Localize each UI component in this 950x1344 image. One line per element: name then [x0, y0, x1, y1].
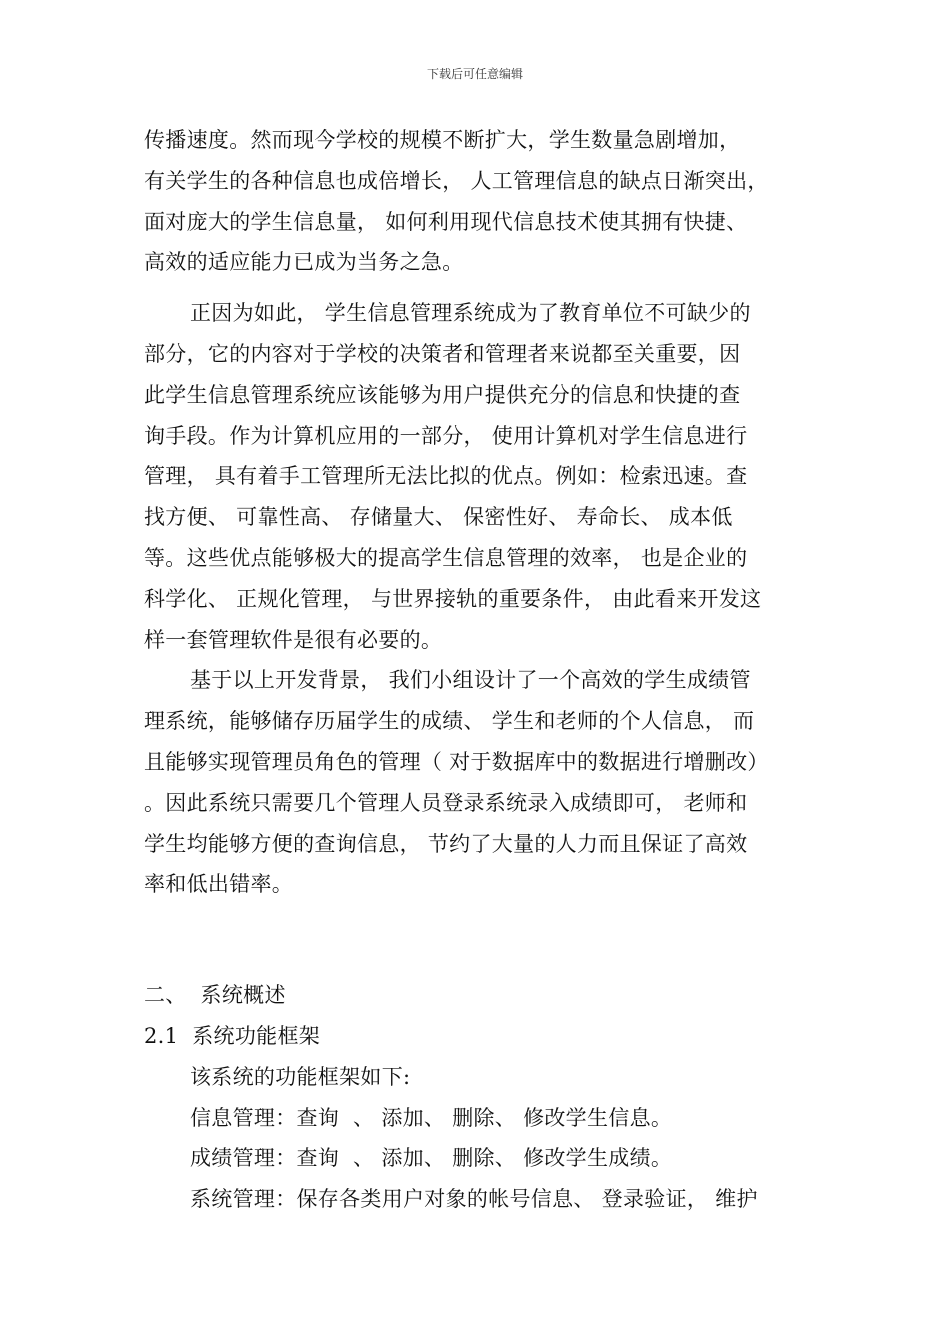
paragraph-line: 面对庞大的学生信息量， 如何利用现代信息技术使其拥有快捷、 [144, 209, 748, 234]
section-subheading: 2.1 系统功能框架 [144, 1023, 321, 1048]
paragraph-line: 管理， 具有着手工管理所无法比拟的优点。例如：检索迅速。查 [144, 464, 748, 489]
paragraph-line: 率和低出错率。 [144, 872, 294, 897]
section-system-overview [144, 975, 814, 1220]
paragraph-1 [144, 120, 814, 283]
section-gap [144, 905, 814, 975]
paragraph-3 [144, 660, 814, 905]
section-intro: 该系统的功能框架如下: [190, 1064, 411, 1089]
paragraph-line: 找方便、 可靠性高、 存储量大、 保密性好、 寿命长、 成本低 [144, 505, 733, 530]
paragraph-line: 等。这些优点能够极大的提高学生信息管理的效率， 也是企业的 [144, 545, 748, 570]
paragraph-line: 传播速度。然而现今学校的规模不断扩大，学生数量急剧增加， [144, 128, 741, 152]
list-item: 信息管理：查询 、 添加、 删除、 修改学生信息。 [190, 1105, 673, 1130]
paragraph-2 [144, 293, 814, 660]
page-header: 下载后可任意编辑 [426, 67, 523, 81]
paragraph-line: 有关学生的各种信息也成倍增长， 人工管理信息的缺点日渐突出， [144, 168, 769, 193]
paragraph-line: 学生均能够方便的查询信息， 节约了大量的人力而且保证了高效 [144, 831, 748, 856]
paragraph-line: 询手段。作为计算机应用的一部分， 使用计算机对学生信息进行 [144, 423, 748, 448]
paragraph-gap [144, 283, 814, 293]
paragraph-line: 科学化、 正规化管理， 与世界接轨的重要条件， 由此看来开发这 [144, 586, 762, 611]
paragraph-line: 高效的适应能力已成为当务之急。 [144, 250, 464, 275]
section-heading: 二、 系统概述 [144, 983, 286, 1008]
paragraph-line: 部分，它的内容对于学校的决策者和管理者来说都至关重要，因 [144, 341, 741, 366]
paragraph-line: 正因为如此， 学生信息管理系统成为了教育单位不可缺少的 [190, 301, 751, 326]
paragraph-line: 理系统，能够储存历届学生的成绩、 学生和老师的个人信息， 而 [144, 709, 755, 734]
paragraph-line: 样一套管理软件是很有必要的。 [144, 627, 443, 652]
list-item: 系统管理：保存各类用户对象的帐号信息、 登录验证， 维护 [190, 1187, 758, 1212]
list-item: 成绩管理：查询 、 添加、 删除、 修改学生成绩。 [190, 1146, 673, 1171]
paragraph-line: 且能够实现管理员角色的管理（ 对于数据库中的数据进行增删改） [144, 749, 769, 774]
document-body [144, 120, 814, 1220]
paragraph-line: 此学生信息管理系统应该能够为用户提供充分的信息和快捷的查 [144, 382, 741, 407]
paragraph-line: 基于以上开发背景， 我们小组设计了一个高效的学生成绩管 [190, 668, 751, 693]
paragraph-line: 。因此系统只需要几个管理人员登录系统录入成绩即可， 老师和 [144, 790, 748, 815]
